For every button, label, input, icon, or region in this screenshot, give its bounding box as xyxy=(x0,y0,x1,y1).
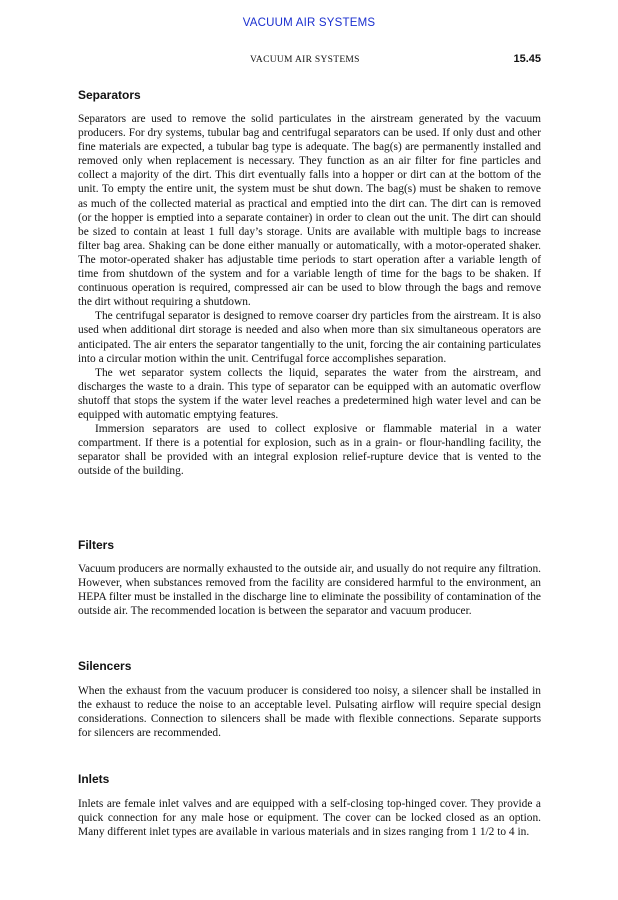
heading-silencers: Silencers xyxy=(78,659,132,673)
paragraph: The wet separator system collects the liquid, separates the water from the airstream, and discharges the waste to a drain. This type of separator can be equipped with an automatic overflow shutoff that stops the system if the water level reaches a predetermined high water level and can be equipped with automatic emptying features. xyxy=(78,366,541,421)
section-filters-body xyxy=(78,562,541,618)
paragraph: Separators are used to remove the solid particulates in the airstream generated by the vacuum producers. For dry systems, tubular bag and centrifugal separators can be used. If only dust and other fine materials are expected, a tubular bag type is adequate. The bag(s) are permanently installed and removed only when replacement is necessary. They function as an air filter for fine particles and collect a majority of the dirt. This dirt eventually falls into a hopper or dirt can at the bottom of the unit. To empty the entire unit, the system must be shut down. The bag(s) must be shaken to remove as much of the collected material as practical and emptied into the dirt can. The dirt can is removed (or the hopper is emptied into a separate container) in order to clean out the unit. The dirt can should be sized to contain at least 1 full day’s storage. Units are available with multiple bags to increase filter bag area. Shaking can be done either manually or automatically, with a motor-operated shaker. The motor-operated shaker has adjustable time periods to start operation after a variable length of time from shutdown of the system and for a variable length of time for the bags to be shaken. If continuous operation is required, compressed air can be used to blow through the bags and remove the dirt without requiring a shutdown. xyxy=(78,113,541,309)
paragraph: When the exhaust from the vacuum producer is considered too noisy, a silencer shall be installed in the exhaust to reduce the noise to an acceptable level. Pulsating airflow will require special design considerations. Connection to silencers shall be made with flexible connections. Separate supports for silencers are recommended. xyxy=(78,685,541,740)
heading-filters: Filters xyxy=(78,538,115,552)
paragraph: The centrifugal separator is designed to remove coarser dry particles from the airstream. It is also used when additional dirt storage is needed and also when more than six simultaneous operators are anticipated. The air enters the separator tangentially to the unit, forcing the air containing particulates into a circular motion within the unit. Centrifugal force accomplishes separation. xyxy=(78,310,541,365)
document-top-title: VACUUM AIR SYSTEMS xyxy=(242,17,376,29)
paragraph: Inlets are female inlet valves and are equipped with a self-closing top-hinged cover. They provide a quick connection for any male hose or equipment. The cover can be locked closed as an option. Many different inlet types are available in various materials and in sizes ranging from 1 1/2 to 4 in. xyxy=(78,798,541,839)
page-number: 15.45 xyxy=(513,53,541,65)
heading-separators: Separators xyxy=(78,88,141,102)
heading-inlets: Inlets xyxy=(78,772,110,786)
paragraph: Vacuum producers are normally exhausted to the outside air, and usually do not require any filtration. However, when substances removed from the facility are considered harmful to the environment, an HEPA filter must be installed in the discharge line to eliminate the possibility of contamination of the outside air. The recommended location is between the separator and vacuum producer. xyxy=(78,563,541,618)
section-separators-body xyxy=(78,112,541,478)
running-head: VACUUM AIR SYSTEMS xyxy=(250,55,360,65)
paragraph: Immersion separators are used to collect explosive or flammable material in a water compartment. If there is a potential for explosion, such as in a grain- or flour-handling facility, the separator shall be provided with an integral explosion relief-rupture device that is vented to the outside of the building. xyxy=(78,423,541,478)
section-inlets-body xyxy=(78,797,541,839)
section-silencers-body xyxy=(78,684,541,740)
